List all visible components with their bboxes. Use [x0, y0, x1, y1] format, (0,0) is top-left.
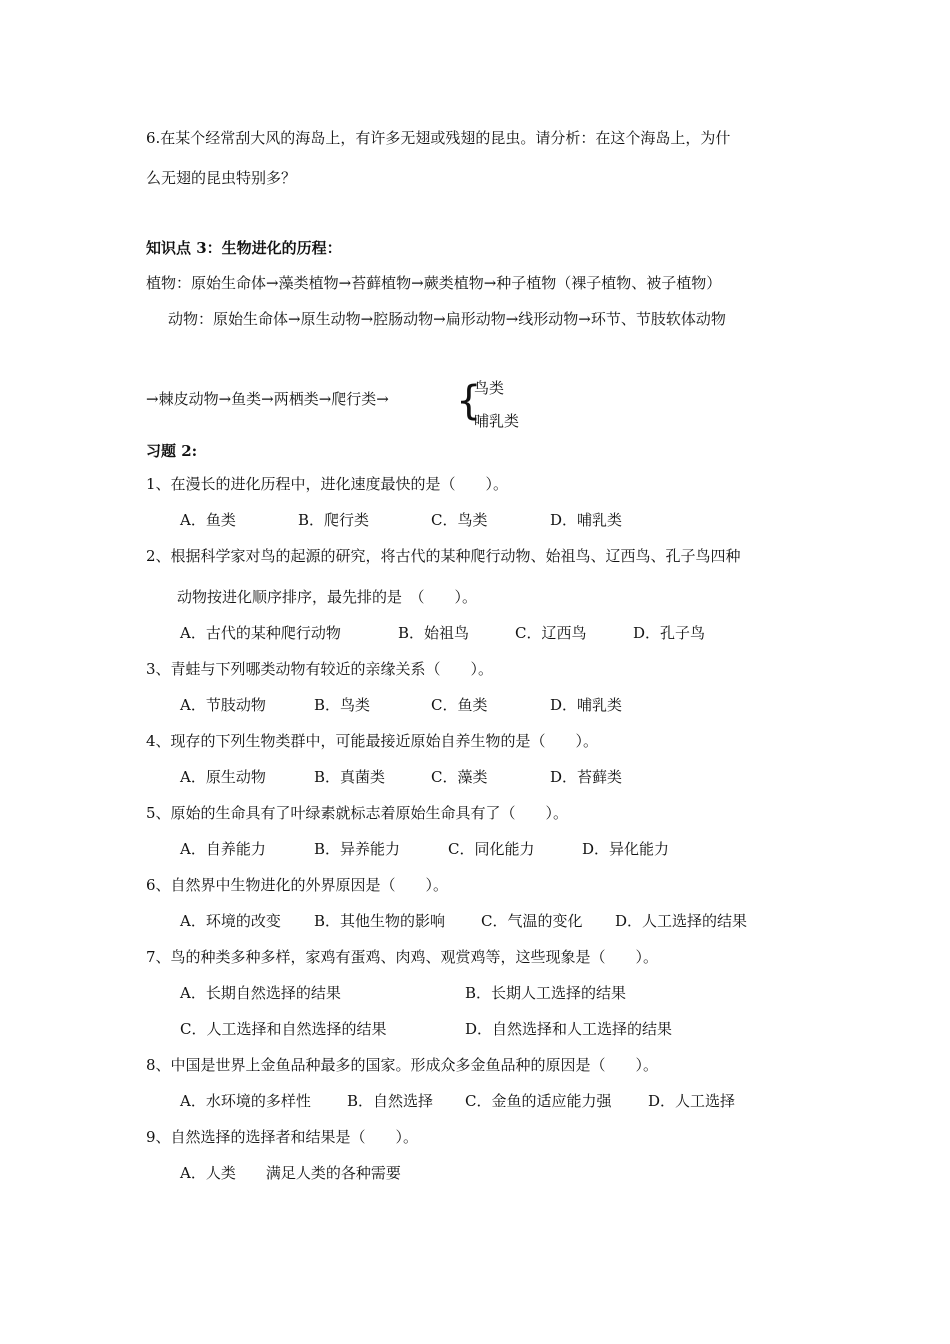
option-b: B．异养能力 [314, 840, 401, 858]
option-d: D．哺乳类 [550, 511, 623, 529]
exercise-question-4: 4、现存的下列生物类群中，可能最接近原始自养生物的是（ ）。 [146, 732, 599, 750]
branch-mammals: 哺乳类 [474, 412, 520, 430]
exercise-question-8: 8、中国是世界上金鱼品种最多的国家。形成众多金鱼品种的原因是（ ）。 [146, 1056, 659, 1074]
knowledge-point-title: 知识点 3：生物进化的历程： [146, 239, 342, 257]
option-c: C．同化能力 [448, 840, 535, 858]
option-a: A．水环境的多样性 [180, 1092, 311, 1110]
exercise-question-9: 9、自然选择的选择者和结果是（ ）。 [146, 1128, 419, 1146]
exercise-question-7: 7、鸟的种类多种多样，家鸡有蛋鸡、肉鸡、观赏鸡等，这些现象是（ ）。 [146, 948, 659, 966]
option-d: D．人工选择 [648, 1092, 736, 1110]
exercise-question-5: 5、原始的生命具有了叶绿素就标志着原始生命具有了（ ）。 [146, 804, 569, 822]
question-6-line-1: 6.在某个经常刮大风的海岛上，有许多无翅或残翅的昆虫。请分析：在这个海岛上，为什 [146, 129, 731, 147]
option-a: A．古代的某种爬行动物 [180, 624, 341, 642]
option-d: D．人工选择的结果 [615, 912, 748, 930]
option-a: A．鱼类 [180, 511, 236, 529]
option-b: B．自然选择 [347, 1092, 434, 1110]
option-c: C．人工选择和自然选择的结果 [180, 1020, 387, 1038]
option-c: C．鱼类 [431, 696, 488, 714]
option-b: B．真菌类 [314, 768, 386, 786]
option-a: A．自养能力 [180, 840, 266, 858]
option-d: D．苔藓类 [550, 768, 623, 786]
option-c: C．鸟类 [431, 511, 488, 529]
option-a: A．节肢动物 [180, 696, 266, 714]
option-b: B．鸟类 [314, 696, 371, 714]
option-b: B．长期人工选择的结果 [465, 984, 627, 1002]
option-d: D．孔子鸟 [633, 624, 706, 642]
option-c: C．气温的变化 [481, 912, 583, 930]
exercise-question-3: 3、青蛙与下列哪类动物有较近的亲缘关系（ ）。 [146, 660, 494, 678]
question-9-option-a: A．人类 满足人类的各种需要 [180, 1164, 401, 1182]
option-a: A．原生动物 [180, 768, 266, 786]
question-6-line-2: 么无翅的昆虫特别多？ [146, 169, 297, 187]
option-c: C．金鱼的适应能力强 [465, 1092, 612, 1110]
exercise-question-6: 6、自然界中生物进化的外界原因是（ ）。 [146, 876, 449, 894]
option-d: D．哺乳类 [550, 696, 623, 714]
exercise-question-2: 2、根据科学家对鸟的起源的研究，将古代的某种爬行动物、始祖鸟、辽西鸟、孔子鸟四种 [146, 547, 741, 565]
option-d: D．异化能力 [582, 840, 670, 858]
option-c: C．辽西鸟 [515, 624, 587, 642]
exercise-title: 习题 2: [146, 442, 198, 460]
exercise-question-2-cont: 动物按进化顺序排序，最先排的是 （ ）。 [177, 588, 478, 606]
branch-birds: 鸟类 [474, 379, 505, 397]
option-a: A．环境的改变 [180, 912, 281, 930]
option-a: A．长期自然选择的结果 [180, 984, 341, 1002]
option-d: D．自然选择和人工选择的结果 [465, 1020, 673, 1038]
option-b: B．爬行类 [298, 511, 370, 529]
option-b: B．其他生物的影响 [314, 912, 446, 930]
animal-evolution-line-2: →棘皮动物→鱼类→两栖类→爬行类→ [146, 390, 389, 408]
exercise-question-1: 1、在漫长的进化历程中，进化速度最快的是（ ）。 [146, 475, 509, 493]
option-b: B．始祖鸟 [398, 624, 470, 642]
branch-brace: { [456, 378, 482, 424]
option-c: C．藻类 [431, 768, 488, 786]
plant-evolution-line: 植物：原始生命体→藻类植物→苔藓植物→蕨类植物→种子植物（裸子植物、被子植物） [146, 274, 722, 292]
animal-evolution-line-1: 动物：原始生命体→原生动物→腔肠动物→扁形动物→线形动物→环节、节肢软体动物 [168, 310, 726, 328]
